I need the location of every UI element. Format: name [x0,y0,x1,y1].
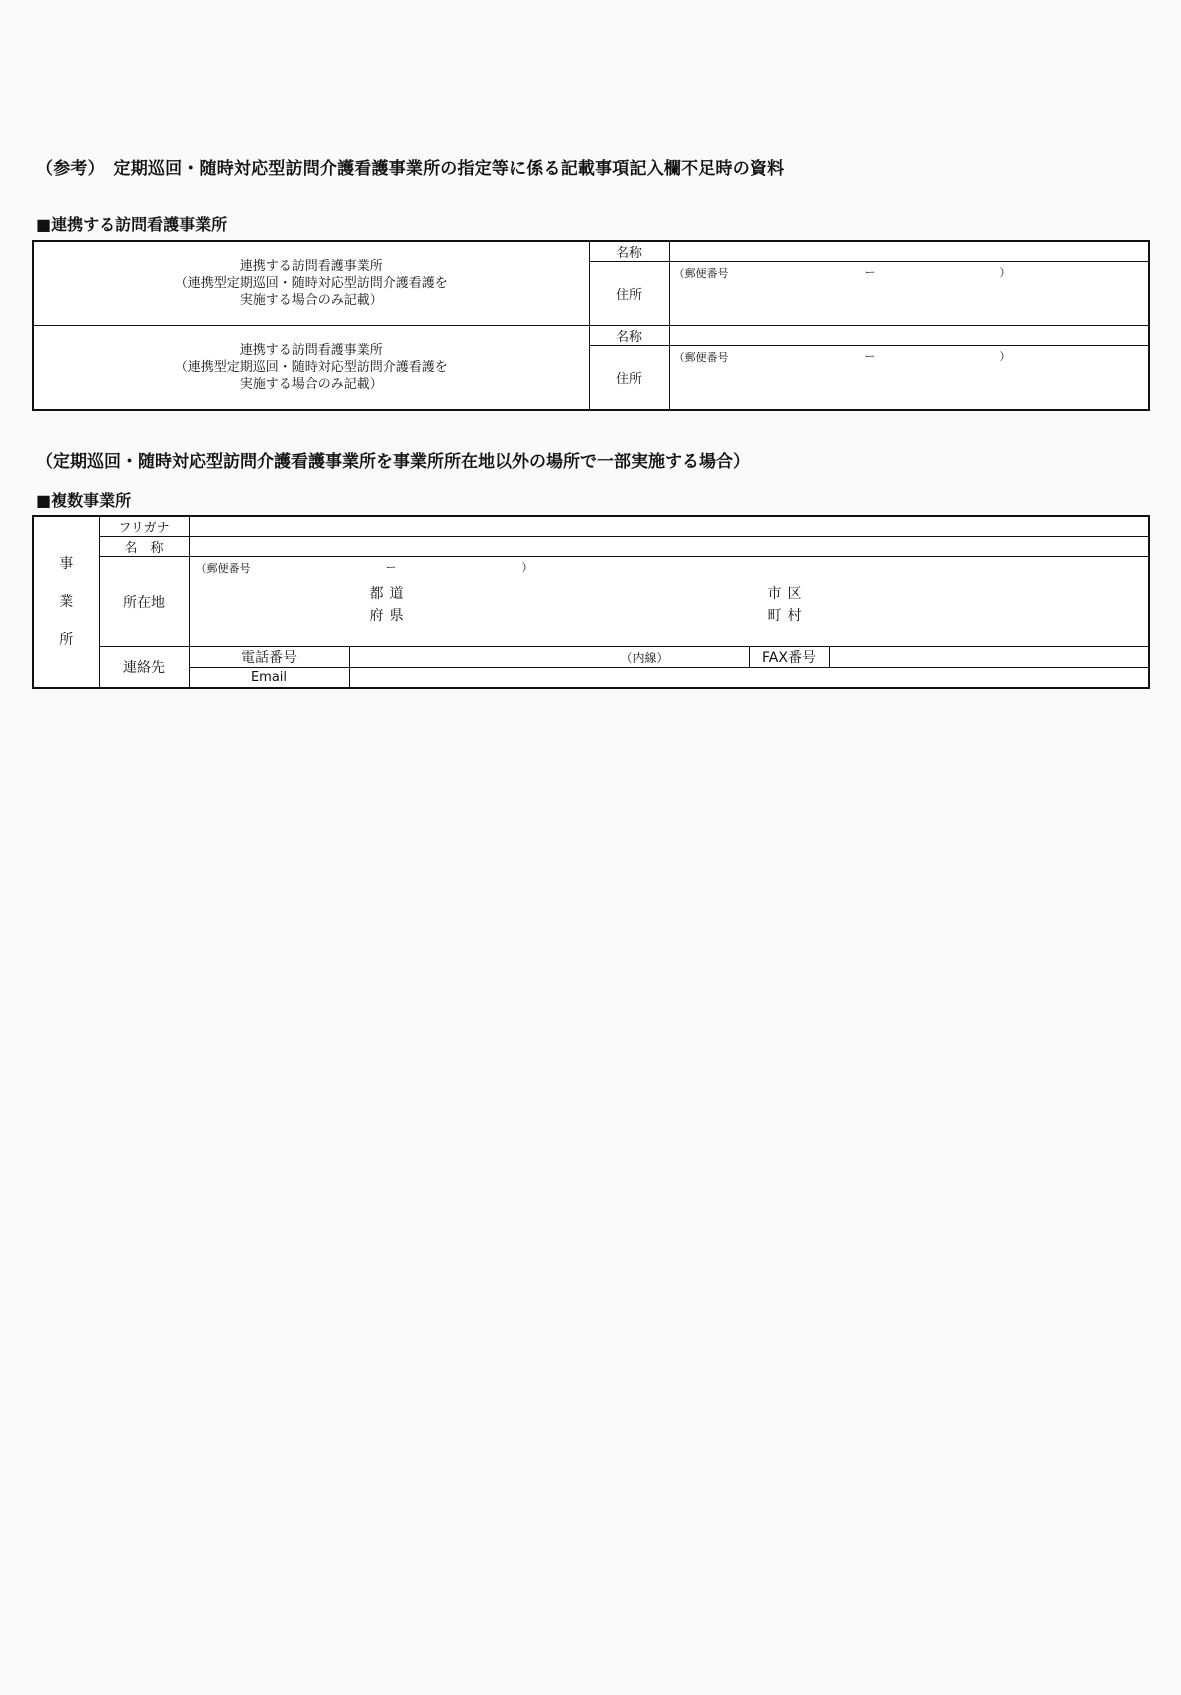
location-field[interactable] [189,557,1149,647]
city-label-top: 市区 [767,586,808,602]
linked-office-description: 連携する訪問看護事業所 （連携型定期巡回・随時対応型訪問介護看護を 実施する場合のみ記載） [33,326,589,410]
office-vertical-label: 事 業 所 [33,516,99,688]
postal-dash: ー [864,350,876,363]
postal-close: ） [999,266,1011,279]
linked-office-description: 連携する訪問看護事業所 （連携型定期巡回・随時対応型訪問介護看護を 実施する場合のみ記載） [33,241,589,326]
name-label: 名 称 [99,537,189,557]
document-title: （参考） 定期巡回・随時対応型訪問介護看護事業所の指定等に係る記載事項記入欄不足時の資料 [36,159,785,179]
section-heading-multiple-offices: ■複数事業所 [36,491,132,510]
prefecture-label-top: 都道 [369,586,410,602]
multiple-offices-table [32,515,1150,689]
postal-close: ） [521,561,533,574]
document-sheet [32,0,1148,1695]
furigana-field[interactable] [189,516,1149,537]
address-label: 住所 [589,262,669,326]
address-label: 住所 [589,346,669,410]
extension-label: （内線） [620,650,669,665]
fax-field[interactable] [829,647,1149,668]
prefecture-label-bottom: 府県 [369,608,410,624]
multiple-office-condition: （定期巡回・随時対応型訪問介護看護事業所を事業所所在地以外の場所で一部実施する場合） [36,452,750,472]
phone-label: 電話番号 [189,647,349,668]
name-field[interactable] [189,537,1149,557]
address-field[interactable] [669,262,1149,326]
phone-field[interactable] [349,647,749,668]
postal-close: ） [999,350,1011,363]
email-label: Email [189,668,349,688]
furigana-label: フリガナ [99,516,189,537]
postal-label: （郵便番号 [673,267,729,280]
email-field[interactable] [349,668,1149,688]
name-label: 名称 [589,326,669,346]
postal-label: （郵便番号 [195,562,251,575]
city-label-bottom: 町村 [767,608,808,624]
linked-nursing-table [32,240,1150,411]
name-field[interactable] [669,326,1149,346]
fax-label: FAX番号 [749,647,829,668]
section-heading-linked-nursing: ■連携する訪問看護事業所 [36,215,228,234]
location-label: 所在地 [99,557,189,647]
postal-dash: ー [864,266,876,279]
contact-label: 連絡先 [99,647,189,688]
name-field[interactable] [669,241,1149,262]
postal-label: （郵便番号 [673,351,729,364]
postal-dash: ー [385,561,397,574]
address-field[interactable] [669,346,1149,410]
name-label: 名称 [589,241,669,262]
